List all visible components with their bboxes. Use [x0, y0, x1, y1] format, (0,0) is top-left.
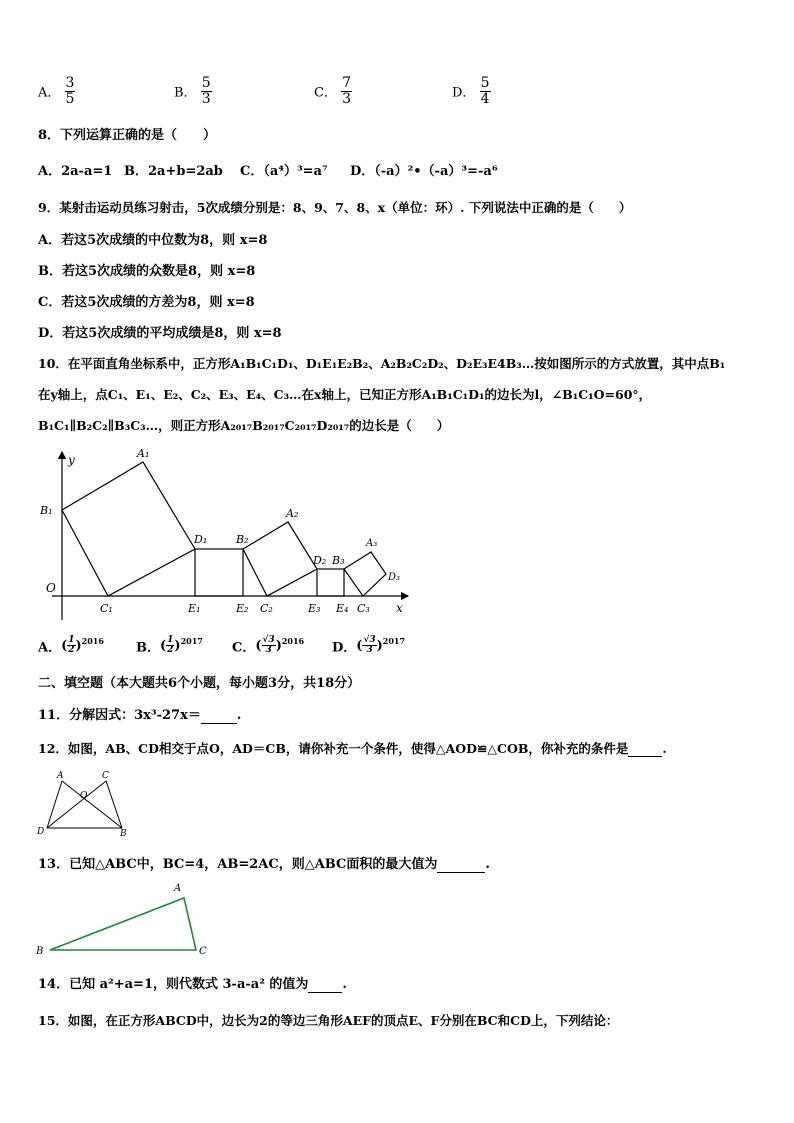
q7-option-b: B． $\frac{5}{3}$: [174, 75, 211, 107]
label-D1: D₁: [194, 533, 208, 546]
q8-option-a: A．2a-a=1: [38, 164, 113, 179]
section-2-heading: 二、填空题（本大题共6个小题，每小题3分，共18分）: [38, 676, 361, 691]
q10-option-a: A．( $\frac{1}{2}$ )$^{2016}$: [38, 635, 104, 656]
q10-option-d: D．( $\frac{√3}{3}$ )$^{2017}$: [332, 635, 406, 656]
q7-option-c: C． $\frac{7}{3}$: [314, 75, 352, 107]
label-A: A: [174, 883, 182, 894]
answer-blank[interactable]: [308, 977, 342, 993]
label-D2: D₂: [313, 554, 327, 567]
square-3: [243, 522, 317, 596]
square-2: [195, 549, 243, 596]
q9-option-b: B．若这5次成绩的众数是8，则 x=8: [38, 264, 256, 279]
label-O: O: [46, 581, 56, 595]
fraction: $\frac{5}{4}$: [480, 75, 490, 107]
square-5: [344, 552, 386, 596]
triangle-abc: [50, 898, 196, 950]
label-A1: A₁: [137, 447, 150, 460]
q10-options: [38, 636, 438, 662]
label-C1: C₁: [100, 602, 113, 615]
q14: 14．已知 a²+a=1，则代数式 3-a-a² 的值为 .: [38, 977, 347, 992]
q10-figure: [30, 440, 420, 625]
q12: 12．如图，AB、CD相交于点O，AD＝CB，请你补充一个条件，使得△AOD≌△COB，你补充的条件是 .: [38, 741, 667, 756]
label-y: y: [68, 453, 75, 467]
label-B: B: [120, 829, 127, 838]
fraction: $\frac{3}{5}$: [65, 75, 75, 107]
label-O: O: [80, 791, 88, 801]
q10-option-c: C．( $\frac{√3}{3}$ )$^{2016}$: [232, 635, 305, 656]
label-D: D: [37, 827, 45, 837]
q10-line-2: 在y轴上，点C₁、E₁、E₂、C₂、E₃、E₄、C₃…在x轴上，已知正方形A₁B₁C₁D₁的边长为l，∠B₁C₁O=60°，: [38, 387, 652, 402]
answer-blank[interactable]: [628, 741, 662, 757]
q13: 13．已知△ABC中，BC=4，AB=2AC，则△ABC面积的最大值为 .: [38, 857, 490, 872]
q10-option-b: B．( $\frac{1}{2}$ )$^{2017}$: [136, 635, 203, 656]
answer-blank[interactable]: [201, 708, 237, 724]
label-E2: E₂: [236, 602, 249, 615]
label-C2: C₂: [260, 602, 273, 615]
label-B: B: [36, 946, 44, 957]
q8-option-c: C．（a⁴）³=a⁷: [240, 164, 328, 179]
q9-option-c: C．若这5次成绩的方差为8，则 x=8: [38, 295, 255, 310]
label-A: A: [57, 771, 64, 781]
q15-stem: 15．如图，在正方形ABCD中，边长为2的等边三角形AEF的顶点E、F分别在BC和CD上，下列结论：: [38, 1013, 619, 1028]
q13-figure: [34, 878, 224, 958]
answer-blank[interactable]: [437, 857, 485, 873]
label-x: x: [396, 601, 403, 615]
q12-figure: [34, 766, 134, 838]
label-E4: E₄: [336, 602, 349, 615]
label-D3: D₃: [388, 572, 401, 583]
label-A2: A₂: [286, 507, 299, 520]
label-C: C: [199, 946, 207, 957]
q7-option-d: D． $\frac{5}{4}$: [452, 75, 490, 107]
q11: 11．分解因式：3x³-27x＝ .: [38, 708, 242, 723]
q8-stem: 8．下列运算正确的是（ ）: [38, 128, 217, 143]
square-1: [62, 462, 195, 596]
q10-line-3: B₁C₁∥B₂C₂∥B₃C₃…，则正方形A₂₀₁₇B₂₀₁₇C₂₀₁₇D₂₀₁₇的边长是（ ）: [38, 418, 450, 433]
label-B3: B₃: [332, 554, 345, 567]
label-E1: E₁: [188, 602, 201, 615]
label-A3: A₃: [366, 538, 378, 549]
fraction: $\frac{5}{3}$: [201, 75, 211, 107]
label-C3: C₃: [357, 602, 370, 615]
label-B1: B₁: [40, 504, 53, 517]
label-E3: E₃: [308, 602, 321, 615]
q9-stem: 9．某射击运动员练习射击，5次成绩分别是：8、9、7、8、x（单位：环）. 下列说法中正确的是（ ）: [38, 200, 632, 215]
q9-option-d: D．若这5次成绩的平均成绩是8，则 x=8: [38, 326, 282, 341]
fraction: $\frac{7}{3}$: [342, 75, 352, 107]
label-B2: B₂: [236, 533, 249, 546]
q7-option-a: A． $\frac{3}{5}$: [38, 75, 75, 107]
q9-option-a: A．若这5次成绩的中位数为8，则 x=8: [38, 233, 268, 248]
q8-option-b: B．2a+b=2ab: [124, 164, 223, 179]
square-4: [317, 569, 344, 596]
q8-option-d: D．（-a）²•（-a）³=-a⁶: [350, 164, 498, 179]
label-C: C: [102, 771, 109, 781]
q10-line-1: 10．在平面直角坐标系中，正方形A₁B₁C₁D₁、D₁E₁E₂B₂、A₂B₂C₂D₂、D₂E₃E4B₃…按如图所示的方式放置，其中点B₁: [38, 356, 726, 371]
